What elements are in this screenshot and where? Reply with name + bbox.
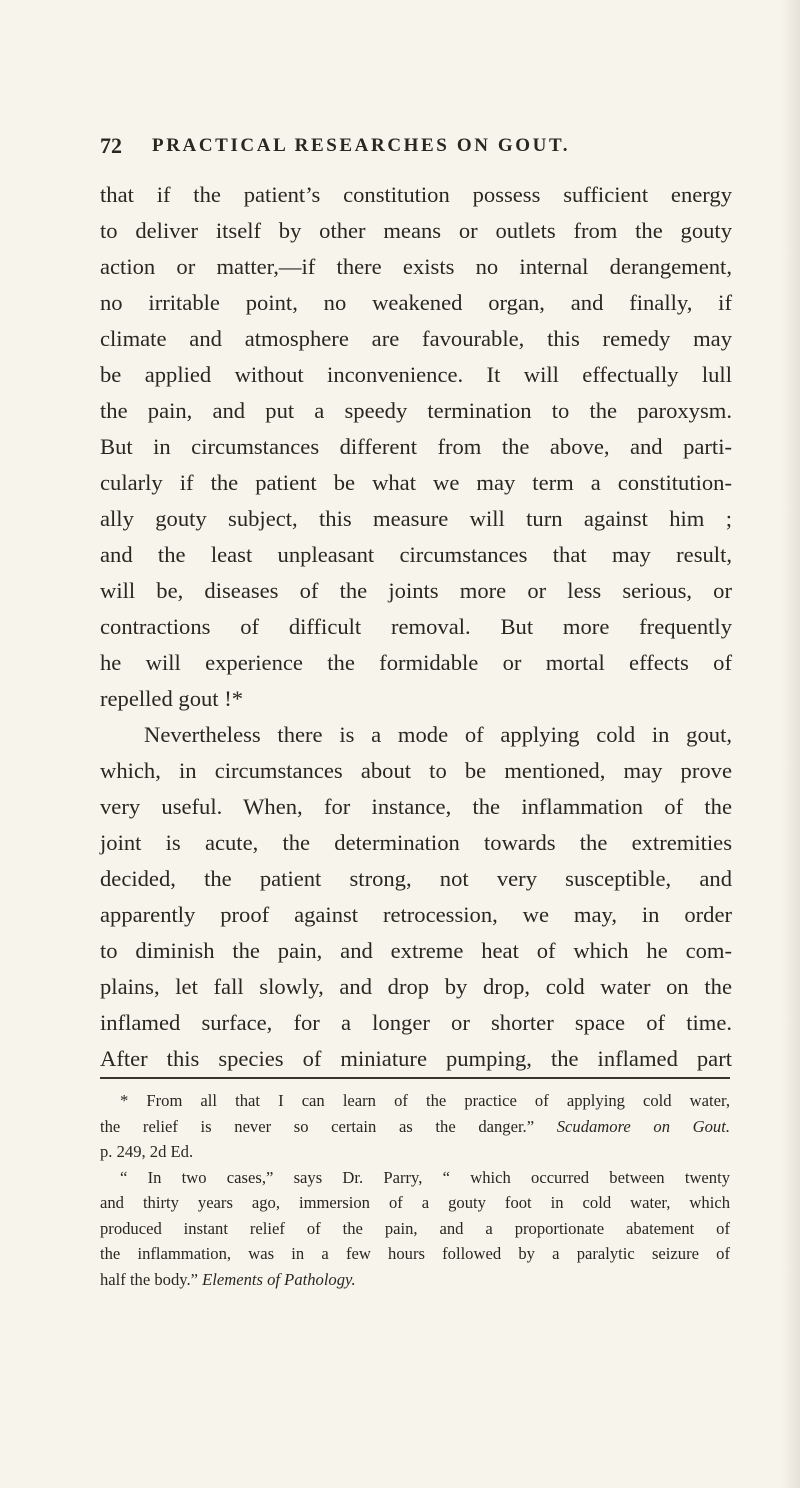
text-line: But in circumstances different from the above, and parti- — [100, 434, 732, 459]
footnotes — [100, 1088, 730, 1292]
text-line: climate and atmosphere are favourable, this remedy may — [100, 326, 732, 351]
text-line: decided, the patient strong, not very susceptible, and — [100, 866, 732, 891]
running-head — [100, 133, 700, 161]
footnote-line: “ In two cases,” says Dr. Parry, “ which occurred between twenty — [120, 1167, 730, 1187]
text-line: no irritable point, no weakened organ, and finally, if — [100, 290, 732, 315]
text-line: ally gouty subject, this measure will turn against him ; — [100, 506, 732, 531]
text-line: and the least unpleasant circumstances that may result, — [100, 542, 732, 567]
text-line: apparently proof against retrocession, we may, in order — [100, 902, 732, 927]
footnote-line — [100, 1114, 730, 1140]
footnote-line: p. 249, 2d Ed. — [100, 1142, 194, 1161]
footnote-line — [100, 1267, 730, 1293]
footnote-rule — [100, 1077, 730, 1079]
text-line: to deliver itself by other means or outlets from the gouty — [100, 218, 732, 243]
footnote-line: * From all that I can learn of the practice of applying cold water, — [120, 1091, 730, 1110]
paragraph-start-line: Nevertheless there is a mode of applying cold in gout, — [144, 722, 732, 747]
text-line: very useful. When, for instance, the inflammation of the — [100, 794, 732, 819]
text-line: that if the patient’s constitution possess sufficient energy — [100, 182, 732, 207]
footnote-line: and thirty years ago, immersion of a gouty foot in cold water, which — [100, 1193, 730, 1212]
page-number: 72 — [100, 133, 122, 158]
text-line: action or matter,—if there exists no internal derangement, — [100, 254, 732, 279]
text-line: plains, let fall slowly, and drop by drop, cold water on the — [100, 974, 732, 999]
footnote-line: the inflammation, was in a few hours followed by a paralytic seizure of — [100, 1244, 730, 1263]
text-line: cularly if the patient be what we may term a constitution- — [100, 470, 732, 495]
body-text — [100, 177, 732, 1077]
text-line: joint is acute, the determination towards the extremities — [100, 830, 732, 855]
footnote-citation: Elements of Pathology. — [202, 1269, 356, 1289]
text-line: After this species of miniature pumping, the inflamed part — [100, 1046, 732, 1071]
text-line: he will experience the formidable or mortal effects of — [100, 650, 732, 675]
text-line: which, in circumstances about to be mentioned, may prove — [100, 758, 732, 783]
text-line: repelled gout !* — [100, 686, 244, 711]
text-line: will be, diseases of the joints more or less serious, or — [100, 578, 732, 603]
footnote-citation: Scudamore on Gout. — [556, 1116, 730, 1136]
footnote-line: produced instant relief of the pain, and a proportionate abatement of — [100, 1218, 730, 1238]
running-title: PRACTICAL RESEARCHES ON GOUT. — [152, 135, 571, 156]
text-line: the pain, and put a speedy termination to the paroxysm. — [100, 398, 732, 423]
page-edge-shadow — [782, 0, 800, 1488]
text-line: to diminish the pain, and extreme heat of which he com- — [100, 938, 732, 963]
footnote-text: the relief is never so certain as the danger.” — [100, 1116, 535, 1136]
text-line: contractions of difficult removal. But more frequently — [100, 614, 732, 639]
text-line: inflamed surface, for a longer or shorter space of time. — [100, 1010, 732, 1035]
footnote-text: half the body.” — [100, 1269, 198, 1289]
text-line: be applied without inconvenience. It will effectually lull — [100, 362, 732, 387]
